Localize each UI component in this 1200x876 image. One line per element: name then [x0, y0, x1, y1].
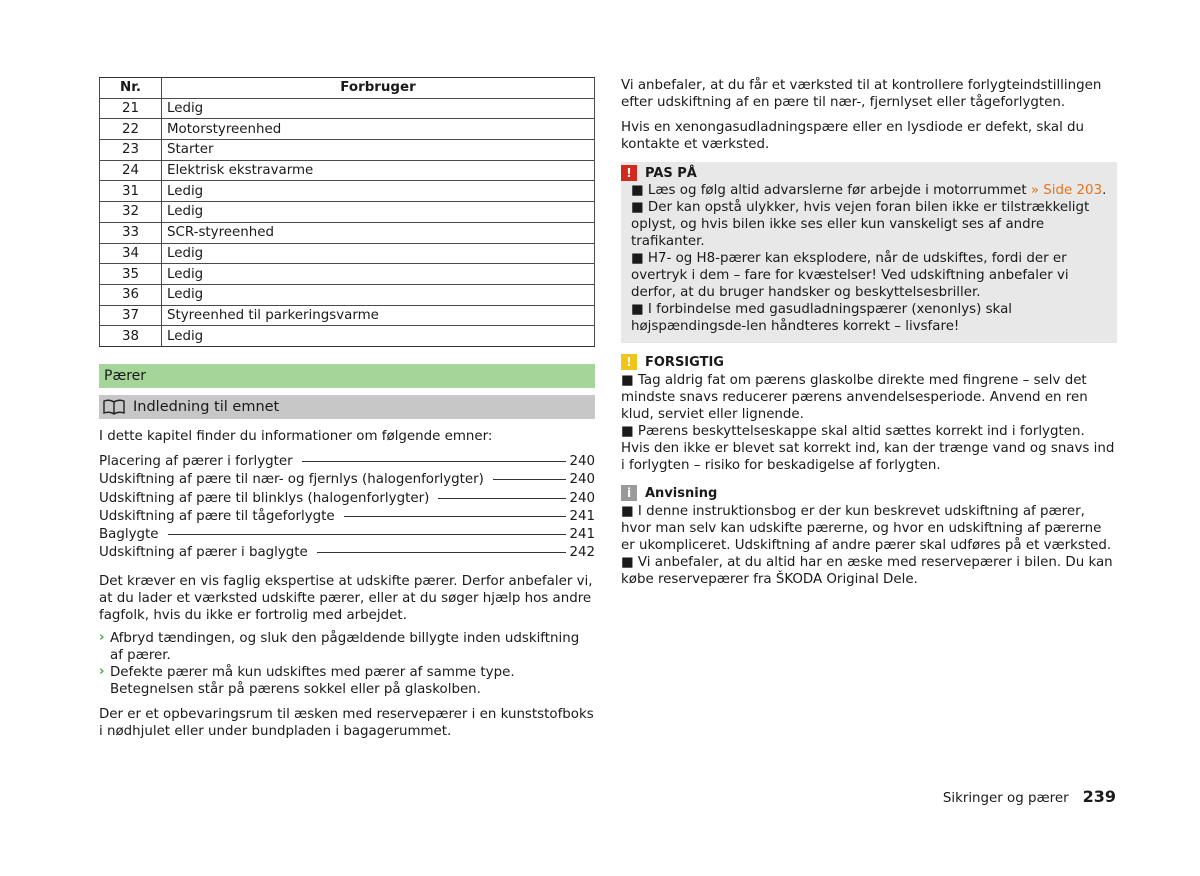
- caution-title: FORSIGTIG: [645, 354, 724, 370]
- topic-page: 240: [569, 490, 595, 506]
- table-cell-user: Ledig: [162, 264, 595, 285]
- table-cell-nr: 31: [100, 181, 162, 202]
- list-item[interactable]: [99, 545, 595, 563]
- body-paragraph: Der er et opbevaringsrum til æsken med reservepærer i en kunststofboks i nødhjulet eller under bundpladen i bagagerummet.: [99, 706, 594, 739]
- table-header-row: [100, 78, 595, 99]
- chevron-right-icon: ›: [99, 629, 105, 645]
- table-cell-nr: 34: [100, 243, 162, 264]
- subsection-heading: [99, 395, 595, 419]
- leader-line: [344, 516, 567, 517]
- leader-line: [493, 479, 567, 480]
- table-row: [100, 264, 595, 285]
- body-paragraph: Det kræver en vis faglig ekspertise at udskifte pærer. Derfor anbefaler vi, at du lader et værksted udskifte pærer, eller at du søger hjælp hos andre fagfolk, hvis du ikke er fortrolig med arbejdet.: [99, 573, 593, 623]
- table-row: [100, 222, 595, 243]
- topic-page: 240: [569, 472, 595, 488]
- topic-title: Baglygte: [99, 527, 159, 543]
- warning-item: ■ H7- og H8-pærer kan eksplodere, når de udskiftes, fordi der er overtryk i dem – fare for kvæstelser! Ved udskiftning anbefaler vi derfor, at du bruger handsker og beskyttelsesbriller.: [631, 251, 1069, 300]
- list-item[interactable]: [99, 509, 595, 527]
- table-row: [100, 119, 595, 140]
- topic-title: Udskiftning af pære til blinklys (halogenforlygter): [99, 490, 430, 506]
- table-cell-user: Ledig: [162, 326, 595, 347]
- table-cell-user: Motorstyreenhed: [162, 119, 595, 140]
- leader-line: [302, 461, 567, 462]
- warning-item: ■ I forbindelse med gasudladningspærer (xenonlys) skal højspændingsde-len håndteres korrekt – livsfare!: [631, 302, 1012, 334]
- list-item[interactable]: [99, 527, 595, 545]
- table-row: [100, 202, 595, 223]
- note-header: [621, 484, 1117, 502]
- subsection-title: Indledning til emnet: [133, 398, 280, 415]
- table-cell-user: Ledig: [162, 284, 595, 305]
- topic-title: Udskiftning af pærer i baglygte: [99, 545, 308, 561]
- warning-header: [621, 164, 1107, 182]
- topic-title: Udskiftning af pære til nær- og fjernlys (halogenforlygter): [99, 472, 484, 488]
- table-row: [100, 140, 595, 161]
- note-box: [621, 484, 1117, 588]
- table-cell-nr: 36: [100, 284, 162, 305]
- note-item: ■ I denne instruktionsbog er der kun beskrevet udskiftning af pærer, hvor man selv kan udskifte pærerne, og hvor en udskiftning af pærerne er ukompliceret. Udskiftning af andre pærer skal udføres på et værksted.: [621, 504, 1112, 553]
- table-row: [100, 160, 595, 181]
- column-header-nr: Nr.: [100, 78, 162, 99]
- table-row: [100, 326, 595, 347]
- table-cell-user: Ledig: [162, 243, 595, 264]
- list-item[interactable]: [99, 491, 595, 509]
- table-cell-user: Starter: [162, 140, 595, 161]
- warning-item: ■ Der kan opstå ulykker, hvis vejen foran bilen ikke er tilstrækkeligt oplyst, og hvis bilen ikke ses eller kun vanskeligt ses af andre trafikanter.: [631, 200, 1090, 249]
- topic-page: 242: [569, 545, 595, 561]
- caution-item: ■ Pærens beskyttelseskappe skal altid sættes korrekt ind i forlygten. Hvis den ikke er blevet sat korrekt ind, kan der trænge vand og snavs ind i forlygten – risiko for beskadigelse af forlygten.: [621, 424, 1115, 473]
- note-title: Anvisning: [645, 485, 718, 501]
- table-cell-nr: 22: [100, 119, 162, 140]
- table-cell-nr: 24: [100, 160, 162, 181]
- body-paragraph: Hvis en xenongasudladningspære eller en lysdiode er defekt, skal du kontakte et værksted.: [621, 120, 1085, 152]
- table-cell-user: Ledig: [162, 202, 595, 223]
- caution-icon: !: [621, 354, 637, 370]
- instruction-text: Defekte pærer må kun udskiftes med pærer af samme type. Betegnelsen står på pærens sokkel eller på glaskolben.: [110, 664, 515, 697]
- page-footer: [943, 787, 1116, 806]
- instruction-text: Afbryd tændingen, og sluk den pågældende billygte inden udskiftning af pærer.: [110, 630, 580, 663]
- page-number: 239: [1082, 787, 1116, 806]
- note-item: ■ Vi anbefaler, at du altid har en æske med reservepærer i bilen. Du kan købe reservepærer fra ŠKODA Original Dele.: [621, 555, 1113, 587]
- table-cell-nr: 33: [100, 222, 162, 243]
- fuse-table: [99, 77, 595, 347]
- table-row: [100, 98, 595, 119]
- leader-line: [317, 552, 567, 553]
- table-row: [100, 243, 595, 264]
- table-row: [100, 181, 595, 202]
- instruction-step: [99, 664, 595, 698]
- topic-page: 241: [569, 527, 595, 543]
- chevron-right-icon: ›: [99, 663, 105, 679]
- table-cell-nr: 21: [100, 98, 162, 119]
- caution-header: [621, 353, 1117, 371]
- section-heading-paerer: Pærer: [99, 364, 595, 388]
- column-header-forbruger: Forbruger: [162, 78, 595, 99]
- caution-box: [621, 353, 1117, 474]
- page-reference-link[interactable]: » Side 203: [1030, 183, 1103, 198]
- info-icon: i: [621, 485, 637, 501]
- intro-text: I dette kapitel finder du informationer om følgende emner:: [99, 428, 493, 444]
- table-row: [100, 305, 595, 326]
- list-item[interactable]: [99, 472, 595, 490]
- table-cell-nr: 23: [100, 140, 162, 161]
- table-row: [100, 284, 595, 305]
- topic-page: 241: [569, 508, 595, 524]
- table-cell-nr: 35: [100, 264, 162, 285]
- warning-item: ■ Læs og følg altid advarslerne før arbejde i motorrummet » Side 203.: [631, 183, 1107, 198]
- topic-title: Udskiftning af pære til tågeforlygte: [99, 508, 335, 524]
- table-cell-nr: 37: [100, 305, 162, 326]
- table-cell-user: Styreenhed til parkeringsvarme: [162, 305, 595, 326]
- right-column: [621, 77, 1117, 588]
- caution-item: ■ Tag aldrig fat om pærens glaskolbe direkte med fingrene – selv det mindste snavs reducerer pærens anvendelsesperiode. Anvend en ren klud, serviet eller lignende.: [621, 373, 1088, 422]
- list-item[interactable]: [99, 454, 595, 472]
- table-cell-user: Ledig: [162, 98, 595, 119]
- table-cell-user: Ledig: [162, 181, 595, 202]
- topic-title: Placering af pærer i forlygter: [99, 453, 293, 469]
- leader-line: [168, 534, 567, 535]
- warning-box: [621, 162, 1117, 343]
- topic-page: 240: [569, 453, 595, 469]
- leader-line: [438, 498, 566, 499]
- table-cell-user: Elektrisk ekstravarme: [162, 160, 595, 181]
- left-column: [99, 77, 595, 740]
- book-icon: [103, 399, 125, 415]
- topic-list: [99, 454, 595, 564]
- instruction-step: [99, 630, 595, 664]
- table-cell-nr: 38: [100, 326, 162, 347]
- table-cell-nr: 32: [100, 202, 162, 223]
- warning-title: PAS PÅ: [645, 165, 697, 181]
- body-paragraph: Vi anbefaler, at du får et værksted til at kontrollere forlygteindstillingen efter udskiftning af en pære til nær-, fjernlyset eller tågeforlygten.: [621, 78, 1102, 110]
- table-cell-user: SCR-styreenhed: [162, 222, 595, 243]
- warning-icon: !: [621, 165, 637, 181]
- chapter-title: Sikringer og pærer: [942, 791, 1069, 806]
